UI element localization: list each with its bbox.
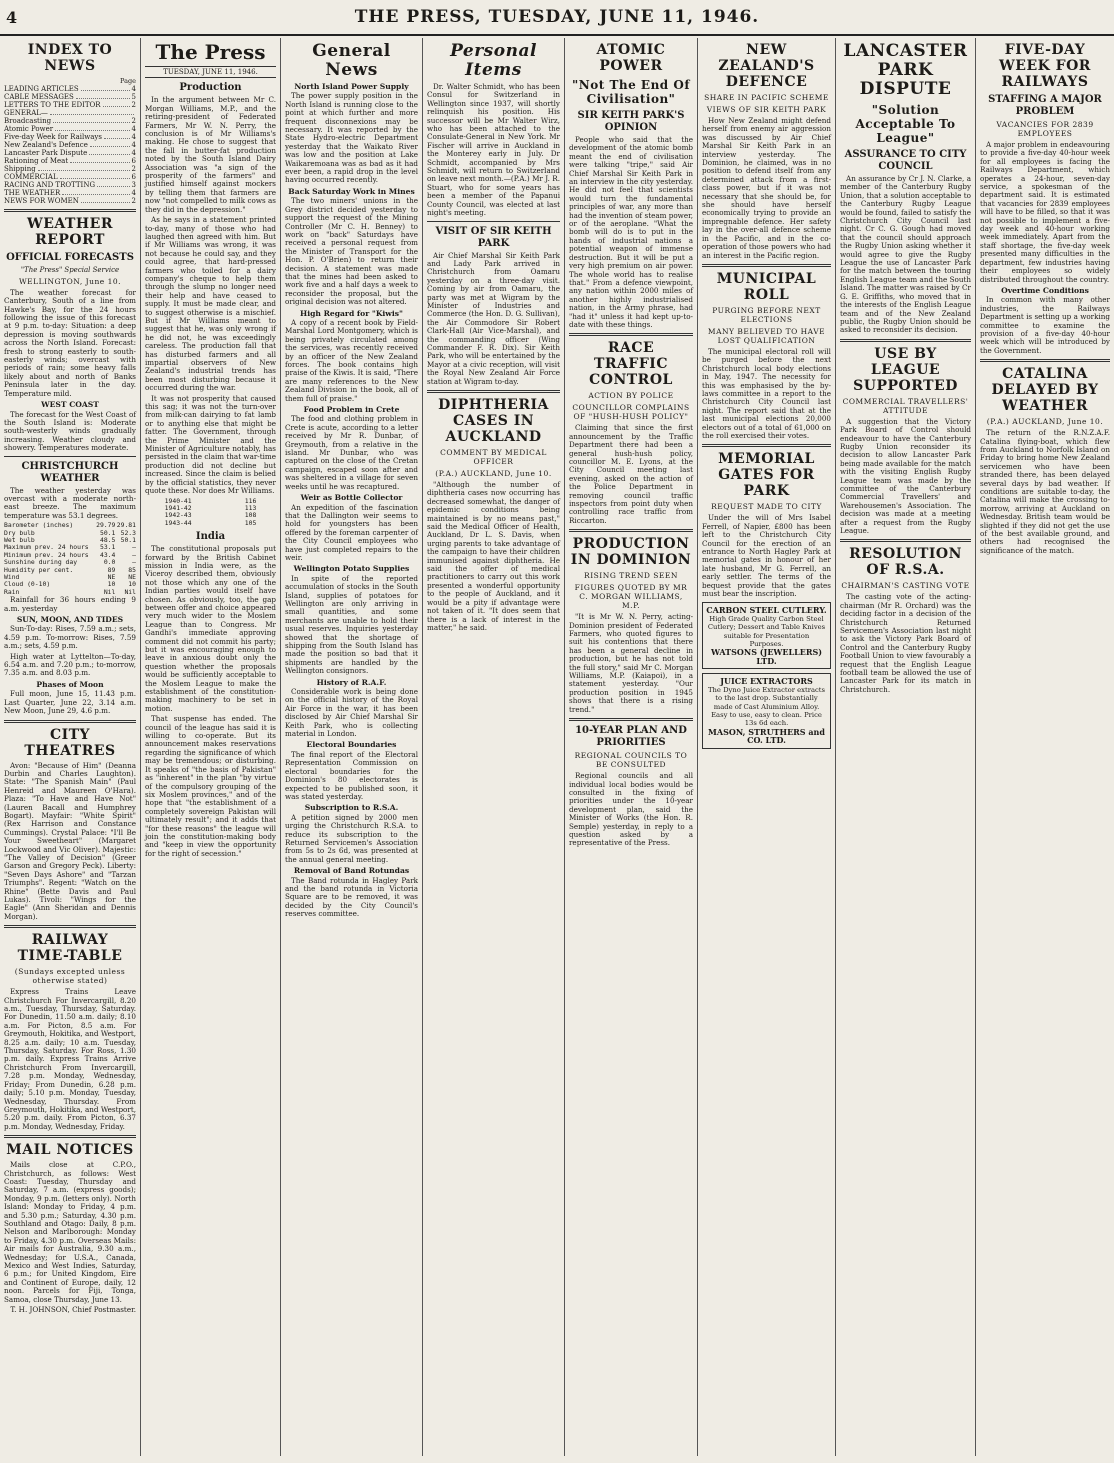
cutlery-advert-firm: WATSONS (JEWELLERS) LTD. xyxy=(710,647,823,666)
diphtheria-heading: DIPHTHERIA CASES IN AUCKLAND xyxy=(438,397,549,445)
page-number: 4 xyxy=(6,8,18,27)
moon-heading: Phases of Moon xyxy=(36,679,104,689)
five-day-week-heading: FIVE-DAY WEEK FOR RAILWAYS xyxy=(999,42,1091,90)
atomic-power-subheading: SIR KEITH PARK'S OPINION xyxy=(577,110,685,133)
weather-reading-label: Wet bulb xyxy=(4,535,35,544)
cutlery-advert xyxy=(702,602,831,669)
weather-reading-label: Wind xyxy=(4,573,20,581)
index-item xyxy=(4,181,136,189)
index-item xyxy=(4,117,136,125)
index-heading: INDEX TO NEWS xyxy=(27,42,113,74)
index-item xyxy=(4,189,136,197)
general-news-item-text: An expedition of the fascination that the Dallington weir seems to hold for youngsters has been offered by the foreman carpenter of the City Council employees who have just completed repairs to the weir. xyxy=(285,502,418,562)
catalina-text: The return of the R.N.Z.A.F. Catalina flying-boat, which flew from Auckland to Norfolk Island on Friday to bring home New Zealand servicemen who have been stranded there, has been delayed several days by bad weather. If conditions are suitable to-day, the Catalina will make the crossing to-morrow, arriving at Auckland on Wednesday. British team would be slighted if they did not get the use of the best available ground, and others had recognised the significance of the match. xyxy=(980,428,1110,555)
index-item-label: Broadcasting xyxy=(4,117,52,126)
index-item xyxy=(4,157,136,165)
production-stat-season: 1940-41 xyxy=(164,496,192,505)
column-6 xyxy=(697,38,835,1456)
general-news-item-text: A petition signed by 2000 men urging the Christchurch R.S.A. to reduce its subscription to the Returned Servicemen's Association from 5s to 2s 6d, was presented at the annual general meeting. xyxy=(285,812,418,864)
west-coast-text: The forecast for the West Coast of the South Island is: Moderate south-westerly winds gradually increasing. Weather cloudy and showery. Temperatures moderate. xyxy=(4,409,136,453)
weather-reading-a: 53.1 xyxy=(99,543,116,552)
municipal-roll-text: The municipal electoral roll will be purged before the next Christchurch local body elections in May, 1947. The necessity for this was emphasised by the by-laws committee in a report to the Christchurch City Council last night. The report said that at the last municipal elections 20,000 electors out of a total of 61,000 on the roll exercised their votes. xyxy=(702,346,831,440)
index-item-page: 6 xyxy=(131,173,136,182)
production-dominion-text: "It is Mr W. N. Perry, acting-Dominion president of Federated Farmers, who quoted figures to suit his contentions that there has been a general decline in production, but he has not told the full story," said Mr C. Morgan Williams, M.P. (Kaiapoi), in a statement yesterday. "Our production position in 1945 shows that there is a rising trend." xyxy=(569,612,693,714)
index-item-label: NEWS FOR WOMEN xyxy=(4,197,79,206)
general-news-item-title: Wellington Potato Supplies xyxy=(293,564,410,574)
index-item-label: GENERAL— xyxy=(4,109,48,118)
general-news-list xyxy=(285,83,418,919)
index-item-page: 2 xyxy=(131,165,136,174)
municipal-roll-subheading-2: MANY BELIEVED TO HAVE LOST QUALIFICATION xyxy=(707,326,826,345)
weather-reading-a: 50.1 xyxy=(99,528,116,537)
india-editorial-p1: The constitutional proposals put forward by the British Cabinet mission in India were, as the Viceroy described them, obviously not those which any one of the Indian parties would itself have chosen. As obviously, too, the gap between offer and choice appeared very much wider to the Moslem League than to Congress. Mr Gandhi's immediate approving comment did not commit his party; but it was encouraging enough to leave in anxious doubt only the question whether the proposals would be sufficiently acceptable to the Moslem League to make the establishment of the constitution-making machinery to be set in motion. xyxy=(145,544,276,713)
race-traffic-heading: RACE TRAFFIC CONTROL xyxy=(589,340,673,389)
index-item xyxy=(4,101,136,109)
weather-reading-a: NE xyxy=(107,573,116,581)
mail-text: Mails close at C.P.O., Christchurch, as follows: West Coast: Tuesday, Thursday and Saturday, 7 a.m. (express goods); Monday, 9 p.m. (letters only). North Island: Monday to Friday, 4 p.m. and 5.30 p.m.; Saturday, 4.30 p.m. Southland and Otago: Daily, 8 p.m. Nelson and Marlborough: Monday to Friday, 4.30 p.m. Overseas Mails: Air mails for Australia, 9.30 a.m., Wednesday; for U.S.A., Canada, Mexico and West Indies, Saturday, 6 p.m.; for United Kingdom, Eire and Continent of Europe, daily, 12 noon. Parcels for Fiji, Tonga, Samoa, close Thursday, June 13. xyxy=(4,1160,136,1304)
index-item xyxy=(4,165,136,173)
weather-reading-label: Cloud (0-10) xyxy=(4,580,51,589)
catalina-dateline: (P.A.) AUCKLAND, June 10. xyxy=(986,417,1104,427)
index-list xyxy=(4,85,136,205)
weather-reading-b: — xyxy=(132,558,136,567)
index-item-label: Five-day Week for Railways xyxy=(4,133,102,142)
weather-reading-a: Nil xyxy=(103,587,116,596)
weather-reading-label: Barometer (inches) xyxy=(4,521,74,530)
index-item-label: New Zealand's Defence xyxy=(4,141,88,150)
diphtheria-dateline: (P.A.) AUCKLAND, June 10. xyxy=(435,469,552,478)
index-item xyxy=(4,197,136,205)
index-item xyxy=(4,173,136,181)
weather-reading-b: Nil xyxy=(124,587,136,596)
overtime-text: In common with many other industries, the Railways Department is setting up a working committee to examine the provision of a five-day 40-hour week which will be introduced by the Government. xyxy=(980,295,1110,355)
forecasts-heading: OFFICIAL FORECASTS xyxy=(6,252,134,264)
index-page-label: Page xyxy=(120,77,136,85)
weather-readings-table xyxy=(4,522,136,596)
ten-year-plan-subheading: REGIONAL COUNCILS TO BE CONSULTED xyxy=(574,751,688,770)
ten-year-plan-text: Regional councils and all individual local bodies would be consulted in the fixing of priorities under the 10-year development plan, said the Minister of Works (the Hon. R. Semple) yesterday, in reply to a question asked by a representative of the Press. xyxy=(569,771,693,848)
india-editorial-p2: That suspense has ended. The council of the league has said it is willing to co-operate. But its announcement makes reservations regarding the significance of which may be tremendous; or disturbing. It speaks of "the basis of Pakistan" as "inherent" in the plan "by virtue of the compulsory grouping of the six Moslem provinces," and of the hope that "the establishment of a completely sovereign Pakistan will ultimately result"; and it adds that "for these reasons" the league will join the constitution-making body and "keep in view the opportunity for the right of secession." xyxy=(145,714,276,858)
newspaper-title: THE PRESS, TUESDAY, JUNE 11, 1946. xyxy=(354,7,760,27)
weather-service: "The Press" Special Service xyxy=(20,266,120,275)
five-day-week-text: A major problem in endeavouring to provide a five-day 40-hour week for all employees is facing the Railways Department, which operates a 24-hour, seven-day service, a spokesman of the department said. It is estimated that vacancies for 2839 employees will have to be filled, so that it was not possible to implement a five-day week and 40-hour working week immediately. Apart from the staff shortage, the five-day week presented many difficulties in the department, few industries having their employees so widely distributed throughout the country. xyxy=(980,140,1110,284)
index-item-page: 4 xyxy=(131,189,136,198)
weather-reading-b: 10 xyxy=(128,580,136,589)
theatres-heading: CITY THEATRES xyxy=(24,726,116,759)
index-item xyxy=(4,141,136,149)
rsa-resolution-subheading: CHAIRMAN'S CASTING VOTE xyxy=(841,581,970,591)
league-supported-text: A suggestion that the Victory Park Board of Control should endeavour to have the Canterbury Rugby Union reconsider its decision to allow Lancaster Park being made available for the match with the visiting English Rugby League team was made by the committee of the Canterbury Commercial Travellers' and Warehousemen's Association. The decision was made at a meeting after a request from the Rugby League. xyxy=(840,416,971,535)
column-8 xyxy=(975,38,1114,1456)
production-editorial-p1: In the argument between Mr C. Morgan Williams, M.P., and the retiring-president of Federated Farmers, Mr W. N. Perry, the conclusion is of Mr Williams's making. He chose to suggest that the fall in butter-fat production noted by the South Island Dairy Association was "a sign of the prosperity of the farmers" and justified himself against mockers by telling them that farmers are now "not compelled to milk cows as they did in the depression." xyxy=(145,95,276,214)
weather-reading-a: 0.0 xyxy=(103,558,116,567)
column-3 xyxy=(280,38,422,1456)
index-item-page: 4 xyxy=(131,125,136,134)
index-item xyxy=(4,125,136,133)
general-news-item-title: Electoral Boundaries xyxy=(306,740,397,750)
general-news-item-text: The final report of the Electoral Representation Commission on electoral boundaries for the Dominion's 80 electorates is expected to be published soon, it was stated yesterday. xyxy=(285,749,418,801)
production-stat-season: 1942-43 xyxy=(164,511,192,520)
india-editorial-heading: India xyxy=(195,531,226,543)
sun-text: Sun-To-day: Rises, 7.59 a.m.; sets, 4.59 p.m. To-morrow: Rises, 7.59 a.m.; sets, 4.59 p.m. xyxy=(4,624,136,651)
general-news-item-text: A copy of a recent book by Field-Marshal Lord Montgomery, which is being privately circulated among the services, was recently received by an officer of the New Zealand forces. The book contains high praise of the Kiwis. It is said, "There are many references to the New Zealand Division in the book, all of them full of praise." xyxy=(285,317,418,403)
index-item-label: Shipping xyxy=(4,165,36,174)
general-news-item-text: In spite of the reported accumulation of stocks in the South Island, supplies of potatoes for Wellington are only arriving in small quantities, and some merchants are unable to hold their usual reserves. Inquiries yesterday showed that the shortage of shipping from the South Island has made the position so bad that it shipments are handled by the Wellington consignors. xyxy=(285,573,418,676)
juice-extractor-advert xyxy=(702,673,831,748)
weather-reading-b: NE xyxy=(128,573,136,581)
cutlery-advert-title: CARBON STEEL CUTLERY. xyxy=(706,605,827,616)
cutlery-advert-text: High Grade Quality Carbon Steel Cutlery; Dessert and Table Knives suitable for Presentation Purposes. xyxy=(707,614,826,649)
index-item xyxy=(4,109,136,117)
juice-advert-title: JUICE EXTRACTORS xyxy=(720,676,813,687)
mail-signoff: T. H. JOHNSON, Chief Postmaster. xyxy=(10,1305,136,1315)
railway-heading: RAILWAY TIME-TABLE xyxy=(17,932,123,965)
column-1 xyxy=(0,38,140,1456)
west-coast-heading: WEST COAST xyxy=(41,400,99,410)
weather-reading-a: 29.79 xyxy=(96,521,116,530)
column-5 xyxy=(564,38,697,1456)
production-dominion-subheading: RISING TREND SEEN xyxy=(584,571,678,581)
production-stat-value: 116 xyxy=(244,496,257,505)
general-news-item-title: Subscription to R.S.A. xyxy=(304,803,399,813)
tides-text: High water at Lyttelton—To-day, 6.54 a.m. and 7.20 p.m.; to-morrow, 7.35 a.m. and 8.03 p.m. xyxy=(4,651,136,678)
lancaster-park-subheading: ASSURANCE TO CITY COUNCIL xyxy=(844,149,967,172)
rsa-resolution-text: The casting vote of the acting-chairman (Mr R. Orchard) was the deciding factor in a decision of the Christchurch Returned Servicemen's Association last night to ask the Victory Park Board of Control and the Canterbury Rugby Football Union to view favourably a request that the English League football team be allowed the use of Lancaster Park for its match in Christchurch. xyxy=(840,592,971,694)
municipal-roll-subheading: PURGING BEFORE NEXT ELECTIONS xyxy=(712,305,821,324)
weather-reading-b: 50.1 xyxy=(120,535,136,544)
production-stats-table xyxy=(165,498,257,528)
defence-heading: NEW ZEALAND'S DEFENCE xyxy=(718,42,815,90)
weather-reading-row xyxy=(4,567,136,574)
production-stat-value: 105 xyxy=(244,518,257,527)
visit-keith-park-heading: VISIT OF SIR KEITH PARK xyxy=(435,225,552,249)
production-stat-value: 108 xyxy=(244,511,257,520)
ten-year-plan-heading: 10-YEAR PLAN AND PRIORITIES xyxy=(575,725,687,749)
personal-items-text: Dr. Walter Schmidt, who has been Consul for Switzerland in Wellington since 1937, will shortly relinquish his position. His successor will be Mr Walter Wirz, who has been attached to the Consulate-General in New York. Mr Fischer will arrive in Auckland in the Monterey early in July. Dr Schmidt, accompanied by Mrs Schmidt, will return to Switzerland on leave next month.—(P.A.) Mr J. R. Stuart, who for some years has been a member of the Papanui County Council, was elected at last night's meeting. xyxy=(427,82,560,218)
atomic-power-heading: ATOMIC POWER xyxy=(596,42,666,74)
general-news-item-text: Considerable work is being done on the official history of the Royal Air Force in the war, it has been disclosed by Air Chief Marshal Sir Keith Park, who is collecting material in London. xyxy=(285,687,418,739)
index-item-page: 4 xyxy=(131,149,136,158)
general-news-item-title: High Regard for "Kiwis" xyxy=(300,308,403,318)
race-traffic-subheading-2: COUNCILLOR COMPLAINS OF "HUSH-HUSH POLICY" xyxy=(572,403,690,422)
weather-reading-row xyxy=(4,581,136,588)
general-news-item-title: Food Problem in Crete xyxy=(303,405,400,415)
weather-reading-b: 52.3 xyxy=(120,528,136,537)
weather-reading-label: Rain xyxy=(4,587,20,596)
diphtheria-text: "Although the number of diphtheria cases now occurring has decreased somewhat, the danger of epidemic conditions being maintained is by no means past," said the Medical Officer of Health, Auckland, Dr L. S. Davis, when urging parents to take advantage of the campaign to have their children immunised against diphtheria. He said the offer of medical practitioners to carry out this work presented a wonderful opportunity to the people of Auckland, and it would be a pity if advantage were not taken of it. "It does seem that there is a lack of interest in the matter," he said. xyxy=(427,480,560,632)
weather-dateline: WELLINGTON, June 10. xyxy=(18,276,122,286)
index-item-label: LEADING ARTICLES xyxy=(4,85,79,94)
defence-subheading: SHARE IN PACIFIC SCHEME xyxy=(704,93,829,102)
sun-moon-heading: SUN, MOON, AND TIDES xyxy=(16,615,124,625)
five-day-week-subheading: STAFFING A MAJOR PROBLEM xyxy=(988,94,1102,117)
general-news-item-title: Back Saturday Work in Mines xyxy=(288,186,415,196)
press-date: TUESDAY, JUNE 11, 1946. xyxy=(145,66,276,78)
index-item-page: 2 xyxy=(131,101,136,110)
general-news-item-text: The power supply position in the North Island is running close to the point at which further and more frequent disconnexions may be necessary. It was reported by the State Hydro-electric Department yesterday that the Waikato River was low and the position at Lake Waikaremoana was as bad as it had ever been, a rapid drop in the level having occurred recently. xyxy=(285,91,418,185)
weather-reading-a: 48.5 xyxy=(99,535,116,544)
column-4 xyxy=(422,38,564,1456)
weather-forecast-text: The weather forecast for Canterbury, South of a line from Hawke's Bay, for the 24 hours following the issue of this forecast at 9 p.m. to-day: Situation: a deep depression is moving southwards across the North Island. Forecast: fresh to strong easterly to south-easterly winds; overcast with periods of rain; some heavy falls likely about and north of Banks Peninsula later in the day. Temperature mild. xyxy=(4,287,136,398)
index-item-page: 2 xyxy=(131,117,136,126)
weather-reading-b: 85 xyxy=(128,565,136,574)
press-logo: The Press xyxy=(155,40,266,64)
index-item-page: 4 xyxy=(131,133,136,142)
general-news-item-title: Weir as Bottle Collector xyxy=(300,493,403,503)
index-item-label: Rationing of Meat xyxy=(4,157,69,166)
general-news-item-title: Removal of Band Rotundas xyxy=(293,866,410,876)
visit-keith-park-text: Air Chief Marshal Sir Keith Park and Lady Park arrived in Christchurch from Oamaru yesterday on a three-day visit. Coming by air from Oamaru, the party was met at Wigram by the Minister of Industries and Commerce (the Hon. D. G. Sullivan), the Air Commodore Sir Robert Clark-Hall (Air Vice-Marshal), and the commanding officer (Wing Commander F. R. Dix). Sir Keith Park, who will be entertained by the Mayor at a civic reception, will visit the Royal New Zealand Air Force station at Wigram to-day. xyxy=(427,250,561,386)
rainfall-heading: Rainfall for 36 hours ending 9 a.m. yesterday xyxy=(4,595,136,613)
general-news-item-title: North Island Power Supply xyxy=(294,82,409,91)
theatres-text: Avon: "Because of Him" (Deanna Durbin and Charles Laughton). State: "The Spanish Main" (Paul Henreid and Maureen O'Hara). Plaza: "To Have and Have Not" (Lauren Bacall and Humphrey Bogart). Mayfair: "White Spirit" (Rex Harrison and Constance Cummings). Crystal Palace: "I'll Be Your Sweetheart" (Margaret Lockwood and Vic Oliver). Majestic: "The Valley of Decision" (Greer Garson and Gregory Peck). Liberty: "Seven Days Ashore" and "Tarzan Triumphs". Regent: "Watch on the Rhine" (Bette Davis and Paul Lukas). Tivoli: "Wings for the Eagle" (Ann Sheridan and Dennis Morgan). xyxy=(4,760,136,921)
overtime-heading: Overtime Conditions xyxy=(1001,285,1089,295)
general-news-heading: General News xyxy=(312,41,391,80)
atomic-power-text: People who said that the development of the atomic bomb meant the end of civilisation were talking "tripe," said Air Chief Marshal Sir Keith Park in an interview in the city yesterday. He did not feel that scientists would turn the fundamental principles of war, any more than had the invention of steam power, or of the aeroplane. "What the bomb will do is to put in the hands of industrial nations a potential weapon of immense destruction. But it will be put a very high premium on air power. The whole world has to realise that." From a defence viewpoint, any nation within 2000 miles of another highly industrialised nation, in the Army phrase, had "had it" unless it had kept up-to-date with these things. xyxy=(569,135,693,329)
production-editorial-p2: As he says in a statement printed to-day, many of those who had laughed then agreed with him. But if Mr Williams was wrong, it was not because he could say, and they could agree, that hard-pressed farmers who toiled for a dairy company's cheque to help them through the slump no longer need their help and have ceased to supply. It must be made clear, and to suggest otherwise is a mischief. But if Mr Williams meant to suggest that he, was only wrong if he did not, he was exceedingly careless. The production fall that has disturbed farmers and all impartial observers of New Zealand's industrial trends has been most disturbing because it occurred during the war. xyxy=(145,215,276,393)
general-news-item-text: The food and clothing problem in Crete is acute, according to a letter received by Mr R. Dunbar, of Greymouth, from a relative in the island. Mr Dunbar, who was captured on the close of the Cretan campaign, escaped soon after and was sheltered in a village for seven weeks until he was recaptured. xyxy=(285,414,418,491)
production-editorial-p3: It was not prosperity that caused this sag; it was not the turn-over from milk-can dairying to fat lamb or to anything else that might be fatter. The Government, through the Prime Minister and the Minister of Agriculture notably, has persisted in the claim that war-time production did not decline but increased. Since the claim is belied by the official statistics, they never quote these. Nor does Mr Williams. xyxy=(145,393,276,496)
personal-items-heading: Personal Items xyxy=(450,41,537,80)
general-news-item-title: History of R.A.F. xyxy=(316,677,387,687)
index-item-page: 4 xyxy=(131,85,136,94)
index-item xyxy=(4,149,136,157)
railway-text: Express Trains Leave Christchurch For Invercargill, 8.20 a.m., Tuesday, Thursday, Saturday. For Dunedin, 11.50 a.m. daily; 8.10 a.m. For Picton, 8.5 a.m. For Greymouth, Hokitika, and Westport, 8.25 a.m. daily; 10 a.m. Tuesday, Thursday, Saturday. For Ross, 1.30 p.m. daily. Express Trains Arrive Christchurch From Invercargill, 7.28 p.m. Monday, Wednesday, Friday; From Dunedin, 6.28 p.m. daily; 5.10 p.m. Monday, Tuesday, Wednesday, Thursday. From Greymouth, Hokitika, and Westport, 5.20 p.m. daily. From Picton, 6.37 p.m. Monday, Wednesday, Friday. xyxy=(4,987,136,1131)
production-dominion-heading: PRODUCTION IN DOMINION xyxy=(570,536,692,569)
index-item xyxy=(4,133,136,141)
production-stat-season: 1943-44 xyxy=(164,518,192,527)
index-item-page: 3 xyxy=(131,181,136,190)
index-item-label: THE WEATHER xyxy=(4,189,61,198)
index-item-page: 4 xyxy=(131,141,136,150)
production-stat-row xyxy=(165,520,257,527)
weather-reading-label: Dry bulb xyxy=(4,528,35,537)
weather-reading-label: Minimum prev. 24 hours xyxy=(4,550,89,559)
index-item-label: Lancaster Park Dispute xyxy=(4,149,88,158)
masthead xyxy=(0,0,1114,36)
memorial-gates-subheading: REQUEST MADE TO CITY xyxy=(711,502,822,512)
production-editorial-heading: Production xyxy=(179,82,242,94)
weather-reading-label: Sunshine during day xyxy=(4,558,78,567)
moon-text: Full moon, June 15, 11.43 p.m. Last Quarter, June 22, 3.14 a.m. New Moon, June 29, 4.6 p.m. xyxy=(4,689,136,716)
catalina-heading: CATALINA DELAYED BY WEATHER xyxy=(991,366,1099,415)
race-traffic-text: Claiming that since the first announcement by the Traffic Department there had been a general hush-hush policy, councillor M. E. Lyons, at the City Council meeting last evening, asked on the action of the Police Department in removing council traffic inspectors from point duty when controlling race traffic from Riccarton. xyxy=(569,423,693,525)
diphtheria-subheading: COMMENT BY MEDICAL OFFICER xyxy=(440,448,547,466)
league-supported-subheading: COMMERCIAL TRAVELLERS' ATTITUDE xyxy=(842,396,969,415)
railway-subheading: (Sundays excepted unless otherwise stated) xyxy=(14,967,126,986)
index-item xyxy=(4,85,136,93)
race-traffic-subheading: ACTION BY POLICE xyxy=(588,391,674,401)
league-supported-heading: USE BY LEAGUE SUPPORTED xyxy=(853,345,958,394)
column-7 xyxy=(835,38,975,1456)
chch-weather-heading: CHRISTCHURCH WEATHER xyxy=(21,460,119,484)
index-item-label: COMMERCIAL xyxy=(4,173,58,182)
index-item xyxy=(4,93,136,101)
weather-reading-b: — xyxy=(132,550,136,559)
weather-reading-a: 43.4 xyxy=(99,550,116,559)
lancaster-park-heading: LANCASTER PARK DISPUTE xyxy=(843,41,968,99)
weather-reading-label: Maximum prev. 24 hours xyxy=(4,543,89,552)
index-item-label: RACING AND TROTTING xyxy=(4,181,96,190)
weather-reading-b: 29.81 xyxy=(116,521,136,530)
general-news-item-text: The two miners' unions in the Grey district decided yesterday to support the request of the Mining Controller (Mr C. H. Benney) to work on "back" Saturdays have received a personal request from the Minister of Transport for the Hon. P. O'Brien) to return their decision. A statement was made that the mines had been asked to work five and a half days a week to reconsider the proposal, but the original decision was not altered. xyxy=(285,196,418,307)
general-news-item-text: The Band rotunda in Hagley Park and the band rotunda in Victoria Square are to be removed, it was decided by the City Council's reserves committee. xyxy=(285,875,418,919)
weather-reading-label: Humidity per cent. xyxy=(4,565,74,574)
memorial-gates-heading: MEMORIAL GATES FOR PARK xyxy=(718,451,815,500)
index-item-page: 2 xyxy=(131,197,136,206)
lancaster-park-quote: "Solution Acceptable To League" xyxy=(855,103,956,145)
mail-heading: MAIL NOTICES xyxy=(6,1142,134,1159)
index-item-page: 6 xyxy=(131,157,136,166)
atomic-power-quote: "Not The End Of Civilisation" xyxy=(572,78,690,106)
production-stat-season: 1941-42 xyxy=(164,503,192,512)
weather-reading-b: — xyxy=(132,543,136,552)
five-day-week-subheading-2: VACANCIES FOR 2839 EMPLOYEES xyxy=(996,120,1094,138)
index-item-label: LETTERS TO THE EDITOR xyxy=(4,101,101,110)
weather-reading-a: 89 xyxy=(107,565,116,574)
memorial-gates-text: Under the will of Mrs Isabel Ferrell, of Napier, £800 has been left to the Christchurch City Council for the erection of an entrance to North Hagley Park at memorial gates in honour of her late husband, Mr G. Ferrell, an early settler. The terms of the bequest provide that the gates must bear the inscription. xyxy=(702,513,831,599)
production-dominion-subheading-2: FIGURES QUOTED BY MR C. MORGAN WILLIAMS, M.P. xyxy=(574,583,688,611)
index-item-page: 5 xyxy=(131,93,136,102)
lancaster-park-text: An assurance by Cr J. N. Clarke, a member of the Canterbury Rugby Union, that a solution acceptable to the Canterbury Rugby League would be found, failed to satisfy the Christchurch City Council last night. Cr C. G. Gough had moved that the council should approach the Rugby Union asking whether it would agree to give the Rugby League the use of Lancaster Park for the match between the touring English League team and the South Island. The matter was raised by Cr G. E. Griffiths, who moved that in the interests of the English League team and of the New Zealand public, the Rugby Union should be asked to reconsider its decision. xyxy=(840,174,971,335)
defence-subheading-2: VIEWS OF SIR KEITH PARK xyxy=(706,105,827,114)
index-item-label: CABLE MESSAGES xyxy=(4,93,74,102)
column-2 xyxy=(140,38,280,1456)
weather-reading-a: 10 xyxy=(107,580,116,589)
juice-advert-firm: MASON, STRUTHERS and CO. LTD. xyxy=(708,726,825,746)
index-item-label: Atomic Power xyxy=(4,125,54,134)
production-stat-value: 113 xyxy=(244,503,257,512)
chch-weather-text: The weather yesterday was overcast with a moderate north-east breeze. The maximum temperature was 53.1 degrees. xyxy=(4,485,136,520)
juice-advert-text: The Dyno Juice Extractor extracts to the last drop. Substantially made of Cast Aluminium Alloy. Easy to use, easy to clean. Price 13s 6d each. xyxy=(707,685,826,728)
weather-heading: WEATHER REPORT xyxy=(27,216,113,249)
municipal-roll-heading: MUNICIPAL ROLL xyxy=(716,270,817,303)
defence-text: How New Zealand might defend herself from enemy air aggression was discussed by Air Chief Marshal Sir Keith Park in an interview yesterday. The Dominion, he claimed, was in no position to defend itself from any determined attack from a first-class power, but if it was not necessary that she should be, for she should have herself economically trying to provide an impregnable defence. Her safety lay in the over-all defence scheme in the Pacific, and in the co-operation of those powers who had an interest in the Pacific region. xyxy=(702,116,831,260)
rsa-resolution-heading: RESOLUTION OF R.S.A. xyxy=(849,546,962,579)
